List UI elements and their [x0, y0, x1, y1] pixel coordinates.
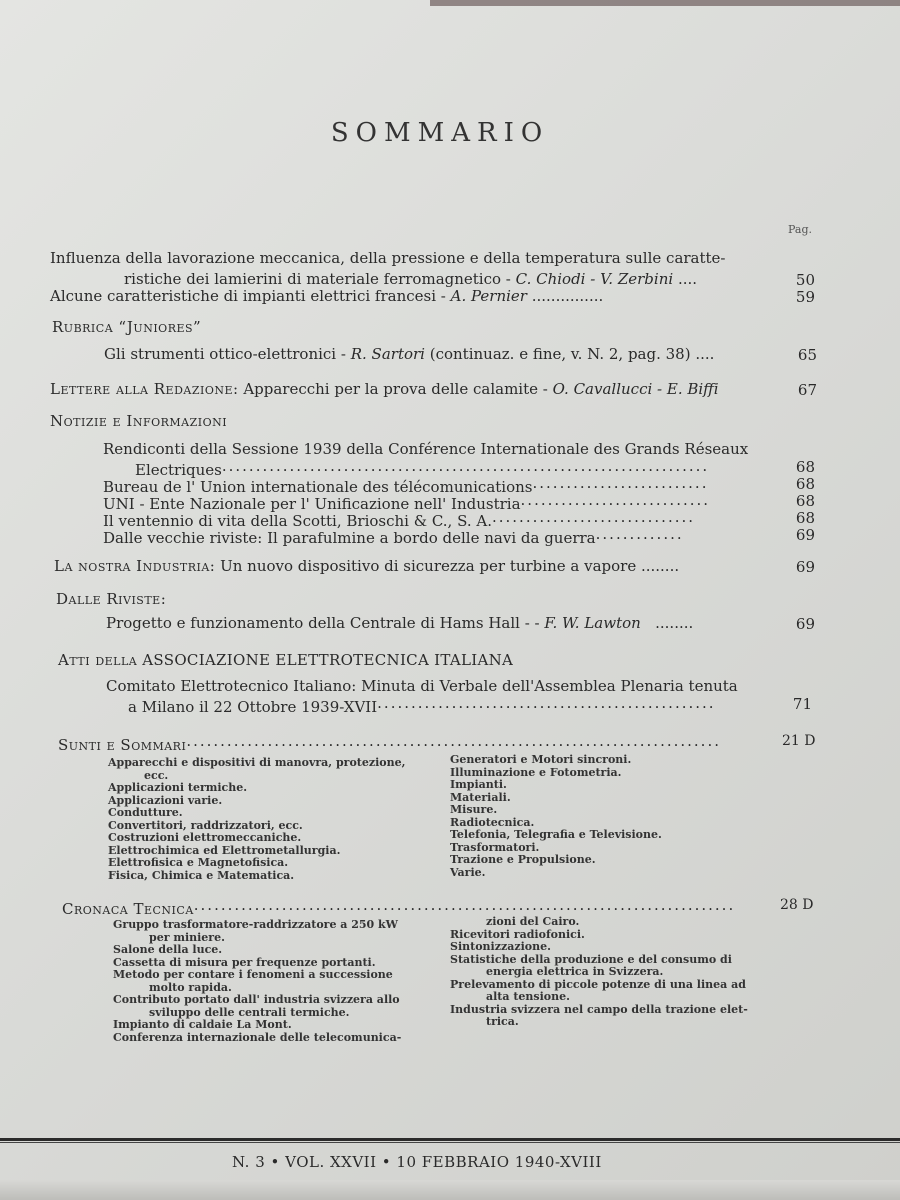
list-item: Impianto di caldaie La Mont.	[113, 1018, 292, 1031]
list-item: Trazione e Propulsione.	[450, 853, 596, 866]
juniores-page: 65	[797, 346, 817, 364]
page-bottom-shadow	[0, 1180, 900, 1200]
list-item: Sintonizzazione.	[450, 940, 551, 953]
atti-page: 71	[792, 695, 812, 713]
lettere-page: 67	[797, 381, 817, 399]
list-item: Ricevitori radiofonici.	[450, 927, 585, 941]
list-item: Trasformatori.	[450, 840, 540, 854]
footer-rule-thin	[0, 1142, 900, 1143]
cronaca-right-column	[450, 916, 748, 1029]
list-item: Radiotecnica.	[450, 815, 535, 829]
list-item: energia elettrica in Svizzera.	[486, 965, 664, 978]
toc-entry-1-page: 50	[795, 271, 815, 289]
list-item: trica.	[486, 1015, 519, 1028]
section-heading-lettere: Lettere alla Redazione:	[50, 380, 239, 398]
list-item: Applicazioni varie.	[108, 793, 223, 807]
notizie-item-2: Bureau de l' Union internationale des télécomunications..........................	[103, 474, 709, 496]
list-item: alta tensione.	[486, 990, 570, 1003]
page-column-label: Pag.	[788, 223, 813, 236]
list-item: per miniere.	[149, 930, 225, 944]
list-item: Prelevamento di piccole potenze di una linea ad	[450, 977, 746, 991]
cronaca-heading-row: Cronaca Tecnica................................................................................	[62, 896, 736, 918]
sunti-right-column	[450, 754, 662, 879]
cronaca-page: 28 D	[780, 897, 814, 913]
list-item: Materiali.	[450, 790, 511, 804]
riviste-page: 69	[795, 615, 815, 633]
list-item: Metodo per contare i fenomeni a successione	[113, 968, 393, 981]
lettere-authors: O. Cavallucci - E. Biffi	[552, 380, 719, 398]
sunti-page: 21 D	[782, 733, 816, 749]
riviste-item: Progetto e funzionamento della Centrale di Hams Hall - - F. W. Lawton ........	[106, 614, 694, 632]
notizie-item-1-line2: Electriques........................................................................	[135, 457, 710, 479]
atti-item-line1: Comitato Elettrotecnico Italiano: Minuta di Verbale dell'Assemblea Plenaria tenuta	[106, 677, 738, 695]
list-item: molto rapida.	[149, 980, 232, 994]
notizie-item-4: Il ventennio di vita della Scotti, Brioschi & C., S. A...............................	[103, 508, 696, 530]
section-heading-riviste: Dalle Riviste:	[56, 590, 167, 608]
riviste-author: F. W. Lawton	[544, 614, 641, 632]
list-item: Statistiche della produzione e del consumo di	[450, 952, 732, 966]
list-item: Apparecchi e dispositivi di manovra, protezione,	[108, 756, 406, 769]
list-item: sviluppo delle centrali termiche.	[149, 1005, 350, 1019]
list-item: Illuminazione e Fotometria.	[450, 765, 622, 779]
notizie-item-4-page: 68	[795, 509, 815, 527]
list-item: Gruppo trasformatore-raddrizzatore a 250 kW	[113, 918, 399, 931]
toc-entry-1-authors: C. Chiodi - V. Zerbini	[515, 270, 674, 288]
toc-entry-2: Alcune caratteristiche di impianti elettrici francesi - A. Pernier ...............	[50, 287, 604, 305]
section-heading-cronaca: Cronaca Tecnica	[62, 900, 194, 918]
footer-rule	[0, 1138, 900, 1141]
list-item: Cassetta di misura per frequenze portanti.	[113, 955, 376, 969]
toc-entry-2-author: A. Pernier	[450, 287, 527, 305]
list-item: Convertitori, raddrizzatori, ecc.	[108, 818, 303, 832]
notizie-item-3-page: 68	[795, 492, 815, 510]
industria-page: 69	[795, 558, 815, 576]
page-edge-shadow	[430, 0, 900, 6]
issue-info: N. 3 • VOL. XXVII • 10 FEBBRAIO 1940-XVIII	[232, 1153, 602, 1171]
sunti-heading-row: Sunti e Sommari...............................................................................	[58, 732, 721, 754]
cronaca-left-column	[113, 919, 401, 1044]
notizie-item-2-page: 68	[795, 475, 815, 493]
section-heading-notizie: Notizie e Informazioni	[50, 412, 228, 430]
list-item: Contributo portato dall' industria svizzera allo	[113, 993, 400, 1006]
list-item: Impianti.	[450, 778, 507, 791]
section-heading-sunti: Sunti e Sommari	[58, 736, 187, 754]
list-item: Fisica, Chimica e Matematica.	[108, 868, 295, 882]
list-item: zioni del Cairo.	[486, 915, 580, 928]
notizie-item-1-line1: Rendiconti della Sessione 1939 della Conférence Internationale des Grands Réseaux	[103, 440, 749, 458]
notizie-item-5: Dalle vecchie riviste: Il parafulmine a bordo delle navi da guerra.............	[103, 525, 684, 547]
toc-entry-1-line2: ristiche dei lamierini di materiale ferromagnetico - C. Chiodi - V. Zerbini ....	[124, 270, 698, 288]
list-item: ecc.	[144, 768, 169, 782]
notizie-item-1-page: 68	[795, 458, 815, 476]
list-item: Salone della luce.	[113, 943, 223, 956]
juniores-author: R. Sartori	[350, 345, 425, 363]
atti-item-line2: a Milano il 22 Ottobre 1939-XVII..................................................	[128, 694, 716, 716]
list-item: Applicazioni termiche.	[108, 781, 248, 794]
juniores-item: Gli strumenti ottico-elettronici - R. Sartori (continuaz. e fine, v. N. 2, pag. 38) ....	[104, 345, 715, 363]
section-heading-industria: La nostra Industria:	[54, 557, 216, 575]
section-heading-juniores: Rubrica “Juniores”	[52, 318, 202, 336]
toc-entry-1-line1: Influenza della lavorazione meccanica, della pressione e della temperatura sulle caratte-	[50, 249, 726, 267]
list-item: Telefonia, Telegrafia e Televisione.	[450, 828, 662, 841]
list-item: Condutture.	[108, 806, 183, 819]
list-item: Misure.	[450, 803, 498, 816]
sunti-left-column	[108, 757, 405, 882]
list-item: Elettrochimica ed Elettrometallurgia.	[108, 843, 341, 857]
list-item: Conferenza internazionale delle telecomunica-	[113, 1030, 402, 1044]
list-item: Industria svizzera nel campo della trazione elet-	[450, 1002, 748, 1016]
notizie-item-5-page: 69	[795, 526, 815, 544]
list-item: Elettrofisica e Magnetofisica.	[108, 856, 289, 869]
industria-entry: La nostra Industria: Un nuovo dispositivo di sicurezza per turbine a vapore ........	[54, 557, 680, 575]
page-title: SOMMARIO	[330, 118, 550, 148]
list-item: Varie.	[450, 865, 486, 879]
list-item: Generatori e Motori sincroni.	[450, 753, 632, 766]
lettere-entry: Lettere alla Redazione: Apparecchi per la prova delle calamite - O. Cavallucci - E. Biffi	[50, 380, 719, 398]
notizie-item-3: UNI - Ente Nazionale per l' Unificazione nell' Industria............................	[103, 491, 711, 513]
toc-entry-2-page: 59	[795, 288, 815, 306]
list-item: Costruzioni elettromeccaniche.	[108, 831, 302, 844]
section-heading-atti: Atti della ASSOCIAZIONE ELETTROTECNICA ITALIANA	[58, 651, 514, 669]
